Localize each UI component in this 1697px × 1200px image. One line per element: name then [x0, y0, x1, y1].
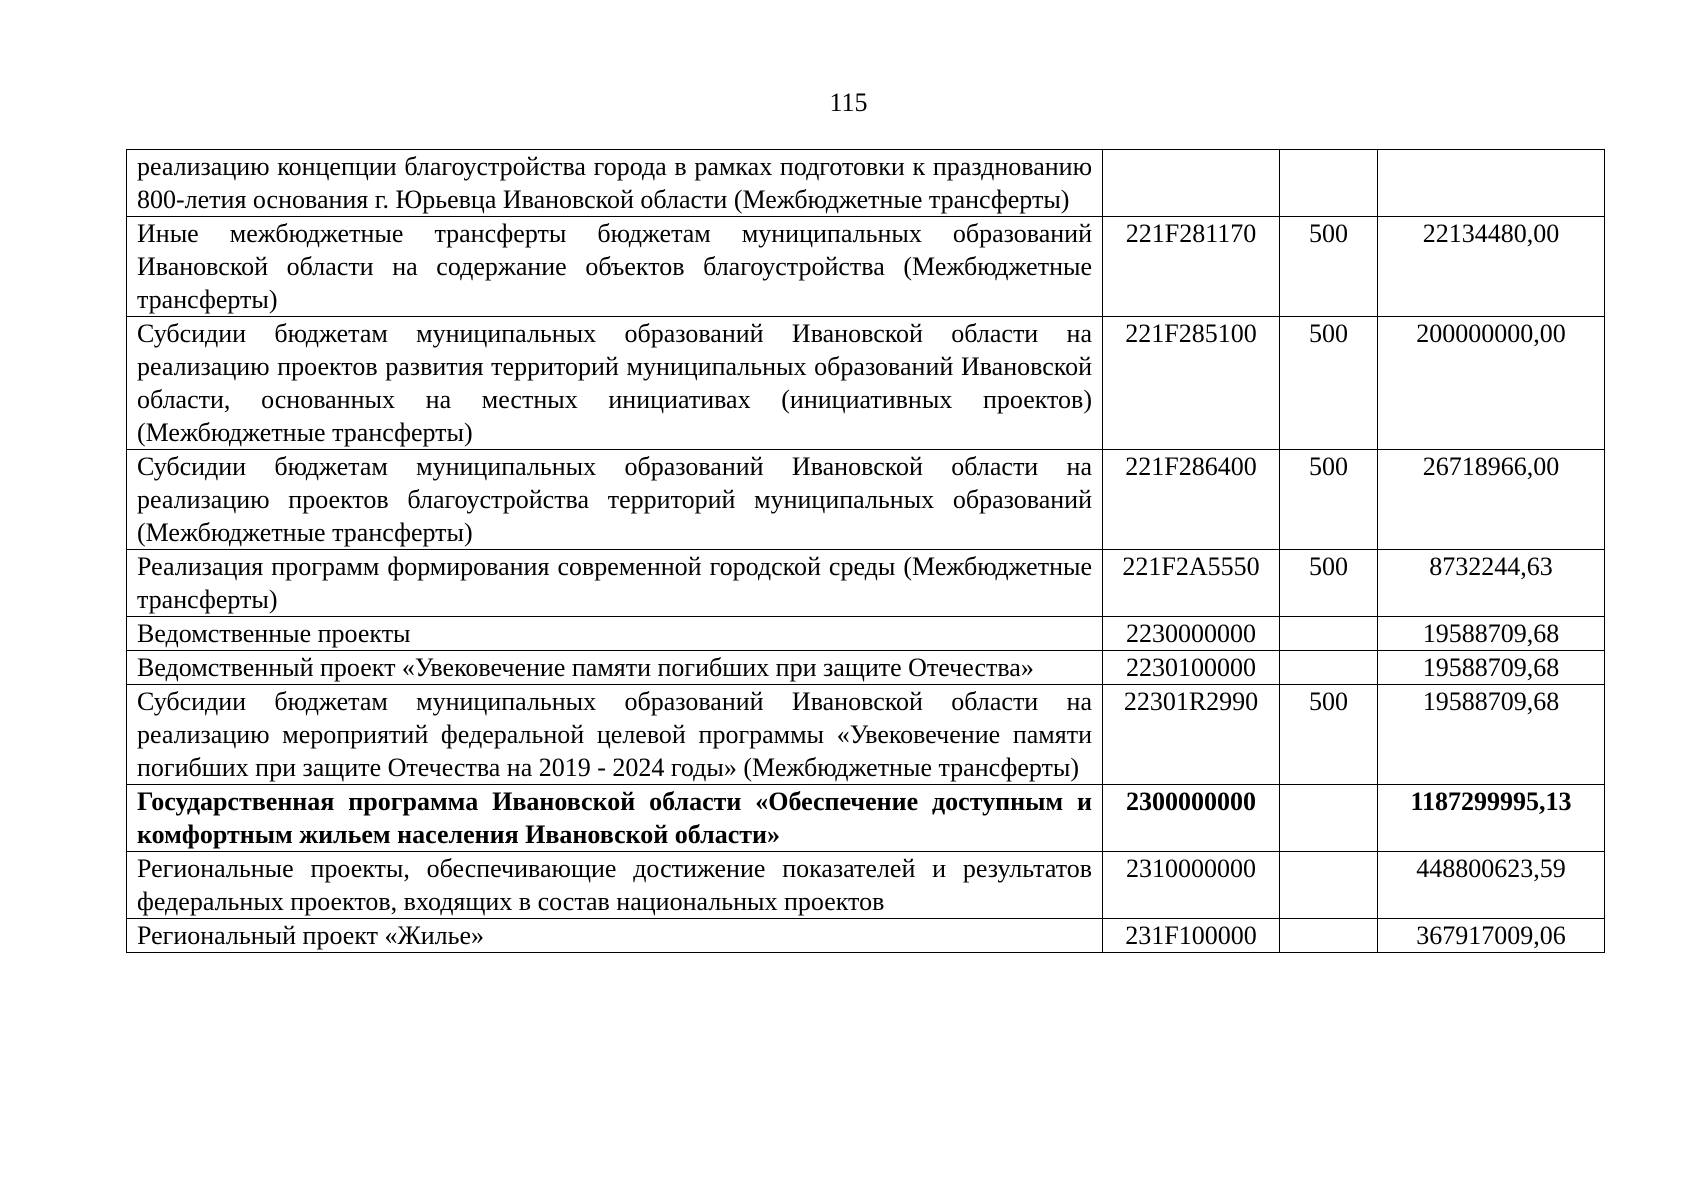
row-name-cell: реализацию концепции благоустройства города в рамках подготовки к празднованию 800-летия основания г. Юрьевца Ивановской области (Межбюджетные трансферты) [127, 150, 1103, 217]
table-row-program [127, 785, 1605, 852]
target-code-cell [1103, 150, 1280, 217]
amount-cell: 367917009,06 [1378, 919, 1605, 953]
amount-cell: 19588709,68 [1378, 617, 1605, 651]
row-name-cell: Реализация программ формирования современной городской среды (Межбюджетные трансферты) [127, 550, 1103, 617]
expense-type-cell: 500 [1280, 550, 1378, 617]
expense-type-cell [1280, 852, 1378, 919]
row-name-cell: Региональные проекты, обеспечивающие достижение показателей и результатов федеральных проектов, входящих в состав национальных проектов [127, 852, 1103, 919]
amount-cell [1378, 150, 1605, 217]
expense-type-cell: 500 [1280, 217, 1378, 317]
row-name-cell: Субсидии бюджетам муниципальных образований Ивановской области на реализацию проектов благоустройства территорий муниципальных образований (Межбюджетные трансферты) [127, 450, 1103, 550]
row-name-cell: Иные межбюджетные трансферты бюджетам муниципальных образований Ивановской области на содержание объектов благоустройства (Межбюджетные трансферты) [127, 217, 1103, 317]
expense-type-cell: 500 [1280, 450, 1378, 550]
row-name-cell: Ведомственные проекты [127, 617, 1103, 651]
row-name-cell: Государственная программа Ивановской области «Обеспечение доступным и комфортным жильем населения Ивановской области» [127, 785, 1103, 852]
table-row [127, 685, 1605, 785]
target-code-cell: 2310000000 [1103, 852, 1280, 919]
target-code-cell: 231F100000 [1103, 919, 1280, 953]
table-row [127, 550, 1605, 617]
table-row [127, 651, 1605, 685]
target-code-cell: 221F2A5550 [1103, 550, 1280, 617]
row-name-cell: Ведомственный проект «Увековечение памяти погибших при защите Отечества» [127, 651, 1103, 685]
table-row [127, 317, 1605, 450]
target-code-cell: 221F281170 [1103, 217, 1280, 317]
amount-cell: 19588709,68 [1378, 685, 1605, 785]
expense-type-cell: 500 [1280, 685, 1378, 785]
amount-cell: 19588709,68 [1378, 651, 1605, 685]
expense-type-cell [1280, 651, 1378, 685]
target-code-cell: 221F286400 [1103, 450, 1280, 550]
table-row [127, 919, 1605, 953]
row-name-cell: Региональный проект «Жилье» [127, 919, 1103, 953]
table-row [127, 852, 1605, 919]
expense-type-cell [1280, 150, 1378, 217]
table-row [127, 217, 1605, 317]
amount-cell: 22134480,00 [1378, 217, 1605, 317]
expense-type-cell [1280, 617, 1378, 651]
expense-type-cell: 500 [1280, 317, 1378, 450]
target-code-cell: 22301R2990 [1103, 685, 1280, 785]
amount-cell: 8732244,63 [1378, 550, 1605, 617]
target-code-cell: 2230100000 [1103, 651, 1280, 685]
table-row [127, 617, 1605, 651]
amount-cell: 1187299995,13 [1378, 785, 1605, 852]
expense-type-cell [1280, 919, 1378, 953]
amount-cell: 200000000,00 [1378, 317, 1605, 450]
row-name-cell: Субсидии бюджетам муниципальных образований Ивановской области на реализацию мероприятий федеральной целевой программы «Увековечение памяти погибших при защите Отечества на 2019 - 2024 годы» (Межбюджетные трансферты) [127, 685, 1103, 785]
target-code-cell: 221F285100 [1103, 317, 1280, 450]
row-name-cell: Субсидии бюджетам муниципальных образований Ивановской области на реализацию проектов развития территорий муниципальных образований Ивановской области, основанных на местных инициативах (инициативных проектов) (Межбюджетные трансферты) [127, 317, 1103, 450]
target-code-cell: 2230000000 [1103, 617, 1280, 651]
page-number: 115 [829, 88, 868, 117]
budget-table [126, 149, 1605, 953]
expense-type-cell [1280, 785, 1378, 852]
amount-cell: 448800623,59 [1378, 852, 1605, 919]
amount-cell: 26718966,00 [1378, 450, 1605, 550]
table-row [127, 150, 1605, 217]
table-row [127, 450, 1605, 550]
target-code-cell: 2300000000 [1103, 785, 1280, 852]
